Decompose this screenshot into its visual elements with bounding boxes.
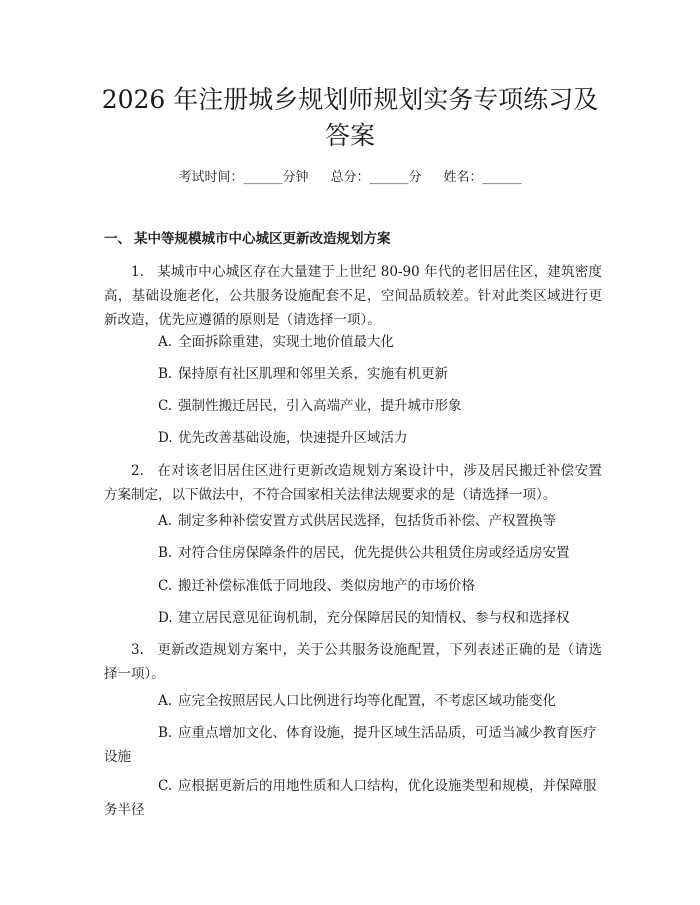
- question-1-number: 1.: [131, 264, 144, 280]
- option-text: 优先改善基础设施，快速提升区域活力: [178, 430, 408, 446]
- question-1-option-b: [104, 362, 602, 386]
- section-title: 某中等规模城市中心城区更新改造规划方案: [134, 231, 391, 247]
- question-2-option-a: [104, 509, 602, 533]
- option-text: 全面拆除重建，实现土地价值最大化: [178, 334, 394, 350]
- option-letter: A.: [158, 513, 173, 529]
- document-title: 2026 年注册城乡规划师规划实务专项练习及答案: [101, 85, 599, 150]
- option-letter: B.: [158, 545, 173, 561]
- option-letter: C.: [158, 398, 173, 414]
- option-letter: B.: [158, 366, 173, 382]
- question-3-number: 3.: [131, 642, 144, 658]
- exam-meta-line: [0, 168, 700, 188]
- question-3-option-b: [104, 721, 602, 769]
- option-letter: C.: [158, 778, 173, 794]
- question-1-option-d: [104, 426, 602, 450]
- question-1-stem: [104, 260, 602, 332]
- question-1-option-a: [104, 330, 602, 354]
- option-text: 制定多种补偿安置方式供居民选择，包括货币补偿、产权置换等: [178, 513, 556, 529]
- option-letter: B.: [158, 725, 173, 741]
- question-3-stem: [104, 638, 602, 686]
- question-2-number: 2.: [131, 463, 144, 479]
- option-text: 建立居民意见征询机制，充分保障居民的知情权、参与权和选择权: [178, 610, 570, 626]
- question-2-stem: [104, 459, 602, 507]
- option-letter: A.: [158, 334, 173, 350]
- question-3-text: 更新改造规划方案中，关于公共服务设施配置，下列表述正确的是（请选择一项）。: [104, 642, 602, 682]
- question-1-option-c: [104, 394, 602, 418]
- name-field: 姓名：______: [443, 170, 522, 185]
- question-2-option-d: [104, 606, 602, 630]
- option-text: 强制性搬迁居民，引入高端产业，提升城市形象: [178, 398, 462, 414]
- option-text: 应根据更新后的用地性质和人口结构，优化设施类型和规模，并保障服务半径: [104, 778, 597, 818]
- question-3-option-a: [104, 689, 602, 713]
- option-text: 保持原有社区肌理和邻里关系，实施有机更新: [178, 366, 448, 382]
- question-2-text: 在对该老旧居住区进行更新改造规划方案设计中，涉及居民搬迁补偿安置方案制定，以下做法中，不符合国家相关法律法规要求的是（请选择一项）。: [104, 463, 602, 503]
- exam-time-field: 考试时间：______分钟: [178, 170, 309, 185]
- option-letter: D.: [158, 430, 173, 446]
- option-letter: D.: [158, 610, 173, 626]
- option-text: 对符合住房保障条件的居民，优先提供公共租赁住房或经适房安置: [178, 545, 570, 561]
- question-3-option-c: [104, 774, 602, 822]
- question-2-option-c: [104, 574, 602, 598]
- option-text: 搬迁补偿标准低于同地段、类似房地产的市场价格: [178, 578, 475, 594]
- question-2-option-b: [104, 541, 602, 565]
- option-letter: A.: [158, 693, 173, 709]
- section-heading: [104, 229, 391, 249]
- option-text: 应重点增加文化、体育设施，提升区域生活品质，可适当减少教育医疗设施: [104, 725, 597, 765]
- option-text: 应完全按照居民人口比例进行均等化配置，不考虑区域功能变化: [178, 693, 556, 709]
- total-score-field: 总分：______分: [330, 170, 422, 185]
- question-1-text: 某城市中心城区存在大量建于上世纪 80-90 年代的老旧居住区，建筑密度高，基础设施老化，公共服务设施配套不足，空间品质较差。针对此类区域进行更新改造，优先应遵循的原则是（请选择一项）。: [104, 264, 602, 328]
- option-letter: C.: [158, 578, 173, 594]
- section-number: 一、: [104, 231, 131, 247]
